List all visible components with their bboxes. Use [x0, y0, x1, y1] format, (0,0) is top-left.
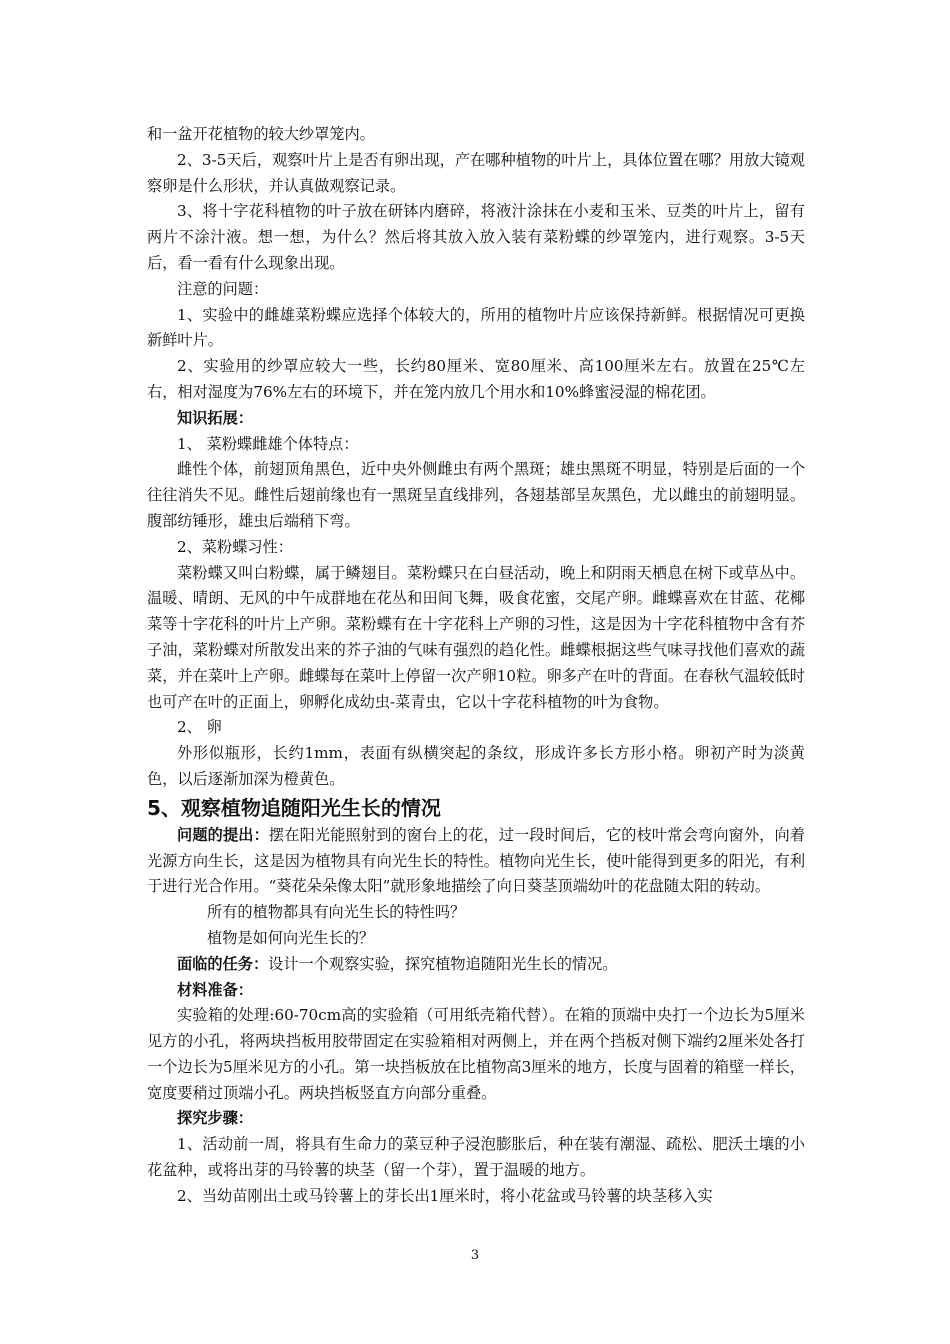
steps-label: 探究步骤： — [177, 1109, 253, 1128]
subheading-gender-features: 1、 菜粉蝶雌雄个体特点： — [177, 434, 359, 453]
task-paragraph — [147, 952, 805, 978]
question-text: 摆在阳光能照射到的窗台上的花，过一段时间后，它的枝叶常会弯向窗外，向着光源方向生长，这是因为植物具有向光生长的特性。植物向光生长，使叶能得到更多的阳光，有利于进行光合作用。“葵花朵朵像太阳”就形象地描绘了向日葵茎顶端幼叶的花盘随太阳的转动。 — [147, 825, 805, 896]
knowledge-extension-heading: 知识拓展： — [177, 408, 253, 427]
paragraph-continued: 和一盆开花植物的较大纱罩笼内。 — [147, 125, 375, 143]
materials-text: 实验箱的处理:60-70cm高的实验箱（可用纸壳箱代替）。在箱的顶端中央打一个边长为5厘米见方的小孔，将两块挡板用胶带固定在实验箱相对两侧上，并在两个挡板对侧下端约2厘米处各打一个边长为5厘米见方的小孔。第一块挡板放在比植物高3厘米的地方，长度与固着的箱壁一样长，宽度要稍过顶端小孔。两块挡板竖直方向部分重叠。 — [147, 1006, 805, 1102]
paragraph-gender-features: 雌性个体，前翅顶角黑色，近中央外侧雌虫有两个黑斑；雄虫黑斑不明显，特别是后面的一个往往消失不见。雌性后翅前缘也有一黑斑呈直线排列，各翅基部呈灰黑色，尤以雌虫的前翅明显。腹部纺锤形，雄虫后端稍下弯。 — [147, 460, 805, 530]
task-label: 面临的任务： — [177, 954, 269, 973]
paragraph-step-3: 3、将十字花科植物的叶子放在研钵内磨碎，将液汁涂抹在小麦和玉米、豆类的叶片上，留有两片不涂汁液。想一想，为什么？然后将其放入放入装有菜粉蝶的纱罩笼内，进行观察。3-5天后，看一看有什么现象出现。 — [147, 202, 805, 272]
section-title: 5、观察植物追随阳光生长的情况 — [147, 795, 441, 820]
question-paragraph — [147, 823, 805, 900]
note-2: 2、实验用的纱罩应较大一些，长约80厘米、宽80厘米、高100厘米左右。放置在25℃左右，相对湿度为76%左右的环境下，并在笼内放几个用水和10%蜂蜜浸湿的棉花团。 — [147, 357, 805, 401]
page-number: 3 — [470, 1248, 480, 1263]
task-text: 设计一个观察实验，探究植物追随阳光生长的情况。 — [268, 954, 618, 973]
paragraph-egg: 外形似瓶形，长约1mm，表面有纵横突起的条纹，形成许多长方形小格。卵初产时为淡黄色，以后逐渐加深为橙黄色。 — [147, 744, 805, 788]
materials-label: 材料准备： — [177, 980, 253, 999]
subheading-habits: 2、菜粉蝶习性： — [177, 537, 293, 556]
notes-heading: 注意的问题： — [177, 279, 269, 298]
question-1: 所有的植物都具有向光生长的特性吗？ — [207, 903, 466, 922]
step-1: 1、活动前一周，将具有生命力的菜豆种子浸泡膨胀后，种在装有潮湿、疏松、肥沃土壤的小花盆种，或将出芽的马铃薯的块茎（留一个芽），置于温暖的地方。 — [147, 1135, 805, 1180]
page-content — [147, 122, 805, 1210]
paragraph-step-2: 2、3-5天后，观察叶片上是否有卵出现，产在哪种植物的叶片上，具体位置在哪？用放大镜观察卵是什么形状，并认真做观察记录。 — [147, 150, 805, 195]
subheading-egg: 2、 卵 — [177, 718, 222, 737]
paragraph-habits: 菜粉蝶又叫白粉蝶，属于鳞翅目。菜粉蝶只在白昼活动，晚上和阴雨天栖息在树下或草丛中。温暖、晴朗、无风的中午成群地在花丛和田间飞舞，吸食花蜜，交尾产卵。雌蝶喜欢在甘蓝、花椰菜等十字花科的叶片上产卵。菜粉蝶有在十字花科上产卵的习性，这是因为十字花科植物中含有芥子油，菜粉蝶对所散发出来的芥子油的气味有强烈的趋化性。雌蝶根据这些气味寻找他们喜欢的蔬菜，并在菜叶上产卵。雌蝶每在菜叶上停留一次产卵10粒。卵多产在叶的背面。在春秋气温较低时也可产在叶的正面上，卵孵化成幼虫-菜青虫，它以十字花科植物的叶为食物。 — [147, 563, 805, 711]
question-label: 问题的提出： — [177, 825, 269, 844]
step-2: 2、当幼苗刚出土或马铃薯上的芽长出1厘米时，将小花盆或马铃薯的块茎移入实 — [177, 1186, 713, 1205]
note-1: 1、实验中的雌雄菜粉蝶应选择个体较大的，所用的植物叶片应该保持新鲜。根据情况可更换新鲜叶片。 — [147, 305, 805, 350]
question-2: 植物是如何向光生长的？ — [207, 928, 375, 947]
